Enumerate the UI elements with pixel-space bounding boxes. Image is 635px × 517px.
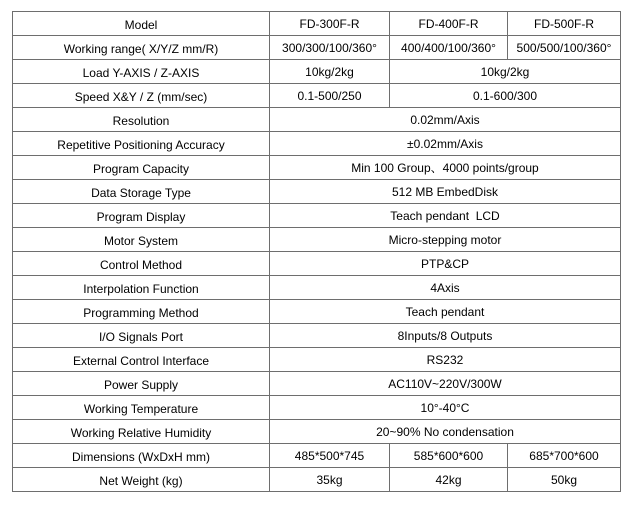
table-row (13, 156, 621, 180)
table-row (13, 180, 621, 204)
row-value: PTP&CP (270, 252, 621, 276)
table-row (13, 420, 621, 444)
table-row (13, 348, 621, 372)
table-row (13, 276, 621, 300)
row-value: Teach pendant LCD (270, 204, 621, 228)
table-row (13, 444, 621, 468)
row-label: Resolution (13, 108, 270, 132)
row-value: 0.1-600/300 (390, 84, 621, 108)
row-value: 485*500*745 (270, 444, 390, 468)
table-row (13, 60, 621, 84)
row-label: Working Relative Humidity (13, 420, 270, 444)
row-value: 500/500/100/360° (508, 36, 621, 60)
row-label: Load Y-AXIS / Z-AXIS (13, 60, 270, 84)
table-row (13, 396, 621, 420)
row-value: 10kg/2kg (390, 60, 621, 84)
table-row (13, 372, 621, 396)
spec-table (12, 11, 621, 492)
row-value: Teach pendant (270, 300, 621, 324)
model-name: FD-500F-R (508, 12, 621, 36)
model-name: FD-400F-R (390, 12, 508, 36)
row-label: Working Temperature (13, 396, 270, 420)
table-row (13, 300, 621, 324)
table-row (13, 324, 621, 348)
row-value: 8Inputs/8 Outputs (270, 324, 621, 348)
row-value: 300/300/100/360° (270, 36, 390, 60)
table-row (13, 132, 621, 156)
row-value: 512 MB EmbedDisk (270, 180, 621, 204)
table-row (13, 36, 621, 60)
table-row (13, 204, 621, 228)
row-label: Program Display (13, 204, 270, 228)
row-value: 20~90% No condensation (270, 420, 621, 444)
row-label: Net Weight (kg) (13, 468, 270, 492)
row-value: 35kg (270, 468, 390, 492)
spec-table-body (13, 12, 621, 492)
row-value: 0.1-500/250 (270, 84, 390, 108)
row-label: Interpolation Function (13, 276, 270, 300)
row-value: 42kg (390, 468, 508, 492)
row-label: Power Supply (13, 372, 270, 396)
row-label: Repetitive Positioning Accuracy (13, 132, 270, 156)
table-row (13, 108, 621, 132)
row-label: Working range( X/Y/Z mm/R) (13, 36, 270, 60)
row-value: ±0.02mm/Axis (270, 132, 621, 156)
model-header-label: Model (13, 12, 270, 36)
row-value: 4Axis (270, 276, 621, 300)
table-row (13, 84, 621, 108)
row-value: Micro-stepping motor (270, 228, 621, 252)
row-value: 0.02mm/Axis (270, 108, 621, 132)
row-value: Min 100 Group、4000 points/group (270, 156, 621, 180)
row-label: Data Storage Type (13, 180, 270, 204)
row-label: Speed X&Y / Z (mm/sec) (13, 84, 270, 108)
row-value: 10°-40°C (270, 396, 621, 420)
row-label: I/O Signals Port (13, 324, 270, 348)
row-label: Control Method (13, 252, 270, 276)
row-label: Motor System (13, 228, 270, 252)
row-value: 50kg (508, 468, 621, 492)
row-label: External Control Interface (13, 348, 270, 372)
row-value: 685*700*600 (508, 444, 621, 468)
row-label: Dimensions (WxDxH mm) (13, 444, 270, 468)
row-value: AC110V~220V/300W (270, 372, 621, 396)
row-value: 10kg/2kg (270, 60, 390, 84)
row-value: 585*600*600 (390, 444, 508, 468)
row-value: RS232 (270, 348, 621, 372)
row-value: 400/400/100/360° (390, 36, 508, 60)
row-label: Program Capacity (13, 156, 270, 180)
table-row (13, 468, 621, 492)
table-header-row (13, 12, 621, 36)
table-row (13, 252, 621, 276)
row-label: Programming Method (13, 300, 270, 324)
table-row (13, 228, 621, 252)
model-name: FD-300F-R (270, 12, 390, 36)
